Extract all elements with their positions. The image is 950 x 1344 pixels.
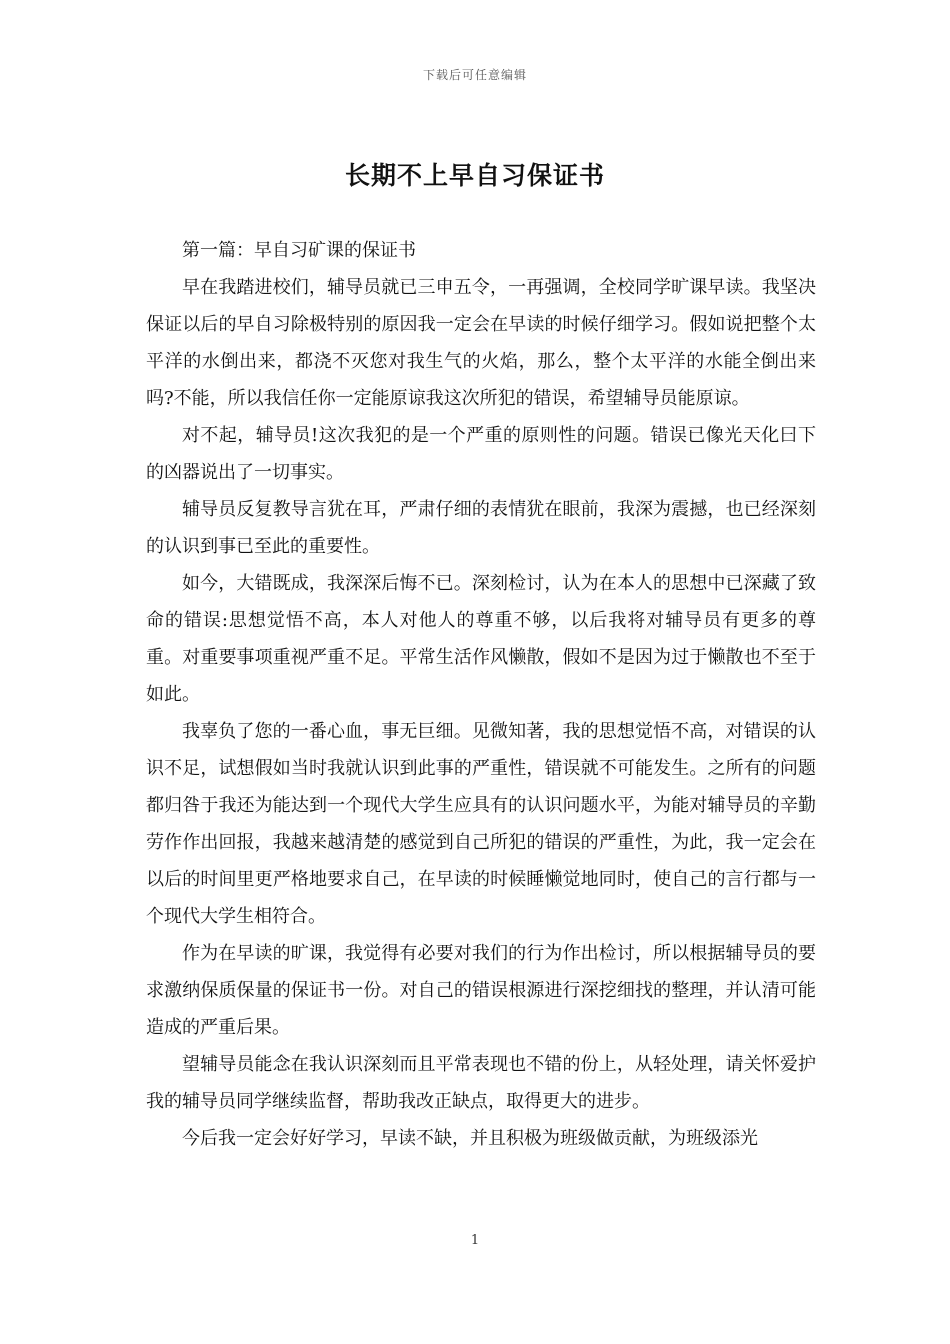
document-body bbox=[146, 232, 816, 1157]
paragraph: 我辜负了您的一番心血，事无巨细。见微知著，我的思想觉悟不高，对错误的认识不足，试想假如当时我就认识到此事的严重性，错误就不可能发生。之所有的问题都归咎于我还为能达到一个现代大学生应具有的认识问题水平，为能对辅导员的辛勤劳作作出回报，我越来越清楚的感觉到自己所犯的错误的严重性，为此，我一定会在以后的时间里更严格地要求自己，在早读的时候睡懒觉地同时，使自己的言行都与一个现代大学生相符合。 bbox=[146, 721, 816, 927]
section-heading: 第一篇：早自习矿课的保证书 bbox=[182, 240, 416, 261]
paragraph: 辅导员反复教导言犹在耳，严肃仔细的表情犹在眼前，我深为震撼，也已经深刻的认识到事已至此的重要性。 bbox=[146, 499, 816, 557]
paragraph: 望辅导员能念在我认识深刻而且平常表现也不错的份上，从轻处理，请关怀爱护我的辅导员同学继续监督，帮助我改正缺点，取得更大的进步。 bbox=[146, 1054, 816, 1112]
paragraph: 如今，大错既成，我深深后悔不已。深刻检讨，认为在本人的思想中已深藏了致命的错误:思想觉悟不高，本人对他人的尊重不够，以后我将对辅导员有更多的尊重。对重要事项重视严重不足。平常生活作风懒散，假如不是因为过于懒散也不至于如此。 bbox=[146, 573, 816, 705]
paragraph: 作为在早读的旷课，我觉得有必要对我们的行为作出检讨，所以根据辅导员的要求激纳保质保量的保证书一份。对自己的错误根源进行深挖细找的整理，并认清可能造成的严重后果。 bbox=[146, 943, 816, 1038]
header-note: 下载后可任意编辑 bbox=[422, 68, 527, 82]
paragraph: 今后我一定会好好学习，早读不缺，并且积极为班级做贡献，为班级添光 bbox=[182, 1128, 758, 1149]
page-number: 1 bbox=[470, 1233, 480, 1248]
paragraph: 早在我踏进校们，辅导员就已三申五令，一再强调，全校同学旷课早读。我坚决保证以后的早自习除极特别的原因我一定会在早读的时候仔细学习。假如说把整个太平洋的水倒出来，都浇不灭您对我生气的火焰，那么，整个太平洋的水能全倒出来吗?不能，所以我信任你一定能原谅我这次所犯的错误，希望辅导员能原谅。 bbox=[146, 277, 816, 409]
document-title: 长期不上早自习保证书 bbox=[344, 161, 605, 190]
paragraph: 对不起，辅导员!这次我犯的是一个严重的原则性的问题。错误已像光天化曰下的凶器说出了一切事实。 bbox=[146, 425, 816, 483]
